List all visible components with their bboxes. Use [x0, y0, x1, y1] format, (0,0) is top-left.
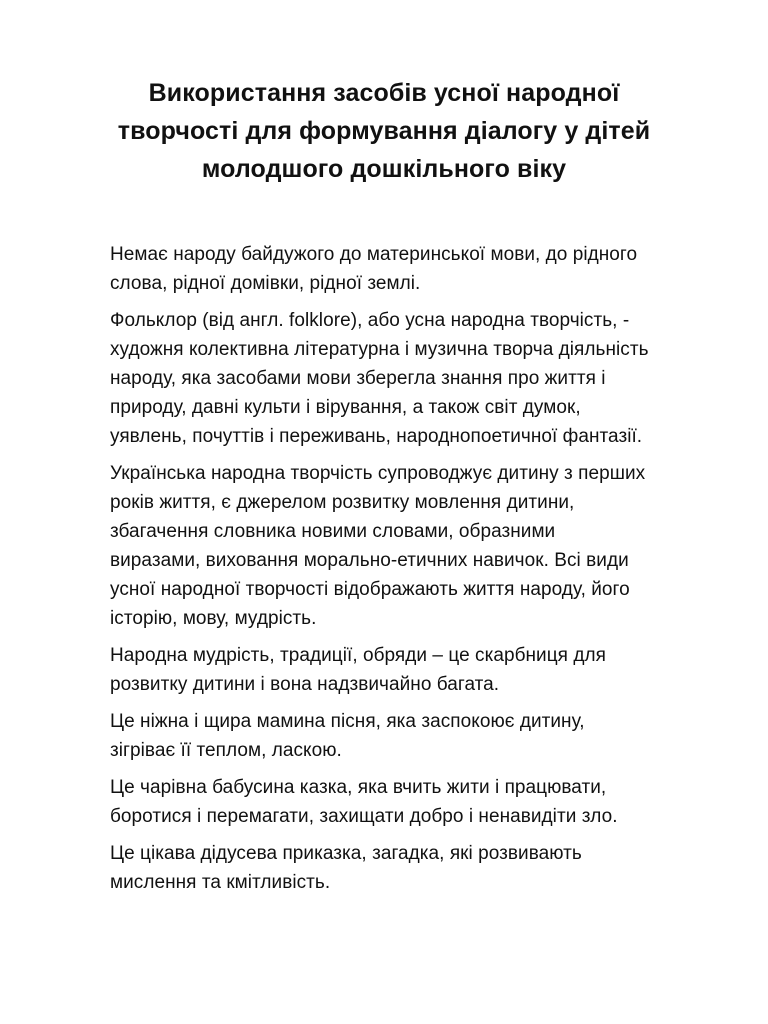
paragraph [110, 707, 720, 765]
paragraph-line: розвитку дитини і вона надзвичайно багата. [110, 674, 500, 695]
paragraph [110, 641, 720, 699]
paragraph [110, 459, 720, 633]
paragraph-line: художня колективна літературна і музична творча діяльність [110, 339, 649, 360]
paragraph-line: Це ніжна і щира мамина пісня, яка заспокоює дитину, [110, 711, 585, 732]
paragraph [110, 306, 720, 451]
paragraph-line: збагачення словника новими словами, образними [110, 521, 556, 542]
paragraph-line: зігріває її теплом, ласкою. [110, 740, 342, 761]
paragraph-line: народу, яка засобами мови зберегла знання про життя і [110, 368, 606, 389]
paragraph [110, 240, 720, 298]
paragraph-line: уявлень, почуттів і переживань, народнопоетичної фантазії. [110, 426, 643, 447]
paragraph-line: Фольклор (від англ. folklore), або усна народна творчість, - [110, 310, 630, 331]
paragraph-line: усної народної творчості відображають життя народу, його [110, 579, 630, 600]
paragraph [110, 773, 720, 831]
document-title [96, 74, 672, 188]
paragraph-line: боротися і перемагати, захищати добро і ненавидіти зло. [110, 806, 618, 827]
paragraph-line: Це цікава дідусева приказка, загадка, які розвивають [110, 843, 582, 864]
paragraph-line: мислення та кмітливість. [110, 872, 331, 893]
paragraph-line: природу, давні культи і вірування, а також світ думок, [110, 397, 581, 418]
title-line: творчості для формування діалогу у дітей [117, 117, 651, 145]
paragraph-line: слова, рідної домівки, рідної землі. [110, 273, 421, 294]
paragraph [110, 839, 720, 897]
paragraph-line: років життя, є джерелом розвитку мовлення дитини, [110, 492, 575, 513]
paragraph-line: історію, мову, мудрість. [110, 608, 317, 629]
paragraph-line: виразами, виховання морально-етичних навичок. Всі види [110, 550, 629, 571]
title-line: Використання засобів усної народної [148, 79, 620, 107]
paragraph-line: Українська народна творчість супроводжує дитину з перших [110, 463, 646, 484]
document-body [110, 240, 720, 905]
title-line: молодшого дошкільного віку [201, 155, 567, 183]
paragraph-line: Немає народу байдужого до материнської мови, до рідного [110, 244, 638, 265]
paragraph-line: Це чарівна бабусина казка, яка вчить жити і працювати, [110, 777, 607, 798]
paragraph-line: Народна мудрість, традиції, обряди – це скарбниця для [110, 645, 606, 666]
